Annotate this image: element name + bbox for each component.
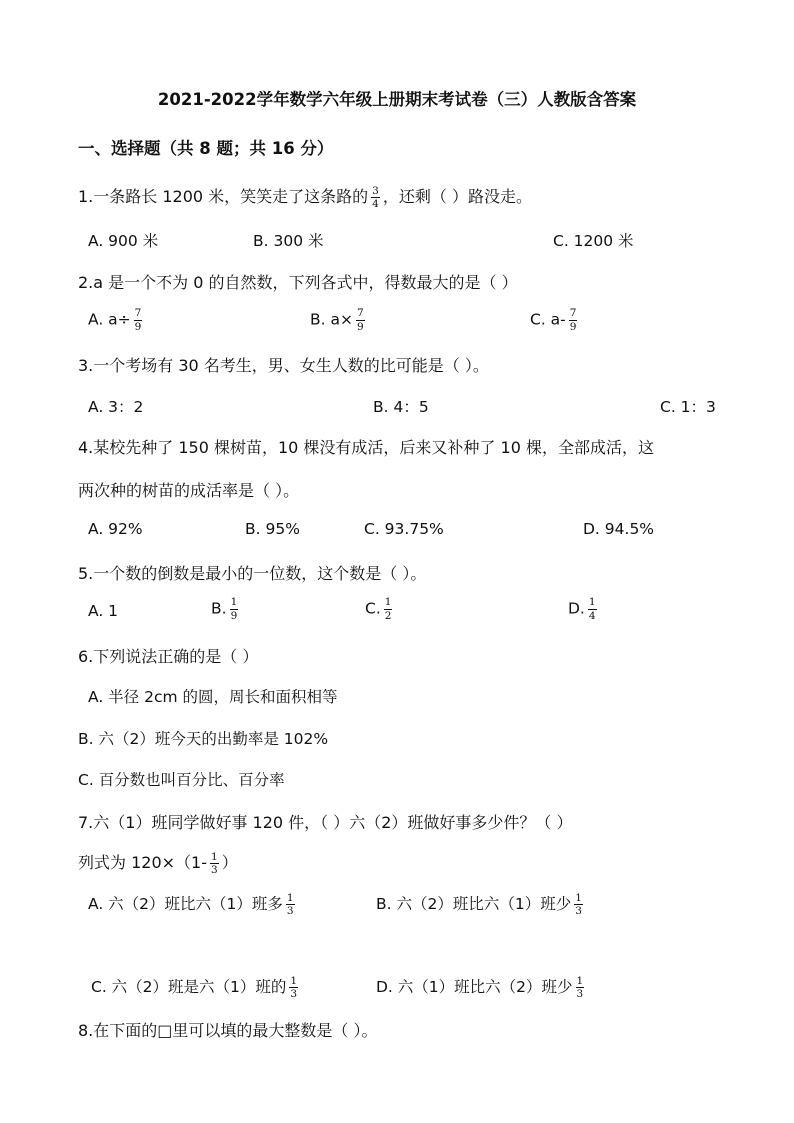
fraction-seven-ninths: $\frac{7}{9}$: [569, 307, 577, 333]
question-4-line-1: 4.某校先种了 150 棵树苗，10 棵没有成活，后来又补种了 10 棵，全部成活，这: [78, 438, 654, 457]
fraction-one-third: $\frac{1}{3}$: [575, 891, 582, 917]
q2-option-a[interactable]: A. a÷ $\frac{7}{9}$: [88, 307, 142, 333]
q6-option-b[interactable]: B. 六（2）班今天的出勤率是 102%: [78, 730, 329, 748]
q7-option-c[interactable]: C. 六（2）班是六（1）班的 $\frac{1}{3}$: [91, 974, 298, 1000]
q2-option-b[interactable]: B. a× $\frac{7}{9}$: [310, 307, 364, 333]
fraction-one-third: $\frac{1}{3}$: [290, 974, 298, 1000]
question-3: 3.一个考场有 30 名考生，男、女生人数的比可能是（ ）。: [78, 356, 489, 375]
fraction-three-quarters: $\frac{3}{4}$: [372, 184, 379, 210]
q2-option-c[interactable]: C. a- $\frac{7}{9}$: [530, 307, 577, 333]
fraction-one-third: $\frac{1}{3}$: [576, 974, 584, 1000]
q5-option-d[interactable]: D. $\frac{1}{4}$: [568, 596, 596, 622]
q7-option-b[interactable]: B. 六（2）班比六（1）班少 $\frac{1}{3}$: [376, 891, 582, 917]
question-7: 7.六（1）班同学做好事 120 件，（ ）六（2）班做好事多少件？（ ）: [78, 813, 573, 832]
question-1-text: 1.一条路长 1200 米，笑笑走了这条路的: [78, 187, 369, 206]
fraction-seven-ninths: $\frac{7}{9}$: [134, 307, 142, 333]
q3-option-b[interactable]: B. 4：5: [373, 398, 429, 416]
fraction-one-half: $\frac{1}{2}$: [384, 596, 392, 622]
question-4-line-2: 两次种的树苗的成活率是（ ）。: [78, 481, 300, 500]
question-8: 8.在下面的□里可以填的最大整数是（ ）。: [78, 1021, 378, 1040]
question-5: 5.一个数的倒数是最小的一位数，这个数是（ ）。: [78, 564, 427, 583]
q1-option-b[interactable]: B. 300 米: [253, 232, 324, 250]
q6-option-c[interactable]: C. 百分数也叫百分比、百分率: [78, 771, 285, 789]
question-7-formula: 列式为 120×（1- $\frac{1}{3}$ ）: [78, 850, 238, 876]
q3-option-a[interactable]: A. 3：2: [88, 398, 144, 416]
q5-option-b[interactable]: B. $\frac{1}{9}$: [211, 596, 238, 622]
q1-option-a[interactable]: A. 900 米: [88, 232, 159, 250]
question-2: 2.a 是一个不为 0 的自然数，下列各式中，得数最大的是（ ）: [78, 273, 518, 292]
q5-option-c[interactable]: C. $\frac{1}{2}$: [365, 596, 392, 622]
q7-option-d[interactable]: D. 六（1）班比六（2）班少 $\frac{1}{3}$: [376, 974, 584, 1000]
q1-option-c[interactable]: C. 1200 米: [553, 232, 634, 250]
fraction-one-third: $\frac{1}{3}$: [211, 850, 218, 876]
page-title: 2021-2022学年数学六年级上册期末考试卷（三）人教版含答案: [157, 90, 637, 109]
q3-option-c[interactable]: C. 1：3: [660, 398, 716, 416]
q4-option-a[interactable]: A. 92%: [88, 520, 143, 538]
section-heading: 一、选择题（共 8 题；共 16 分）: [78, 139, 334, 158]
q7-option-a[interactable]: A. 六（2）班比六（1）班多 $\frac{1}{3}$: [88, 891, 294, 917]
q4-option-c[interactable]: C. 93.75%: [364, 520, 444, 538]
q4-option-d[interactable]: D. 94.5%: [583, 520, 655, 538]
fraction-one-ninth: $\frac{1}{9}$: [230, 596, 238, 622]
question-1: [78, 184, 532, 210]
q6-option-a[interactable]: A. 半径 2cm 的圆，周长和面积相等: [88, 688, 338, 706]
fraction-one-quarter: $\frac{1}{4}$: [588, 596, 596, 622]
question-1-text-end: ，还剩（ ）路没走。: [382, 187, 532, 206]
q5-option-a[interactable]: A. 1: [88, 602, 119, 620]
fraction-seven-ninths: $\frac{7}{9}$: [356, 307, 364, 333]
question-6: 6.下列说法正确的是（ ）: [78, 647, 259, 666]
fraction-one-third: $\frac{1}{3}$: [286, 891, 294, 917]
q4-option-b[interactable]: B. 95%: [245, 520, 300, 538]
